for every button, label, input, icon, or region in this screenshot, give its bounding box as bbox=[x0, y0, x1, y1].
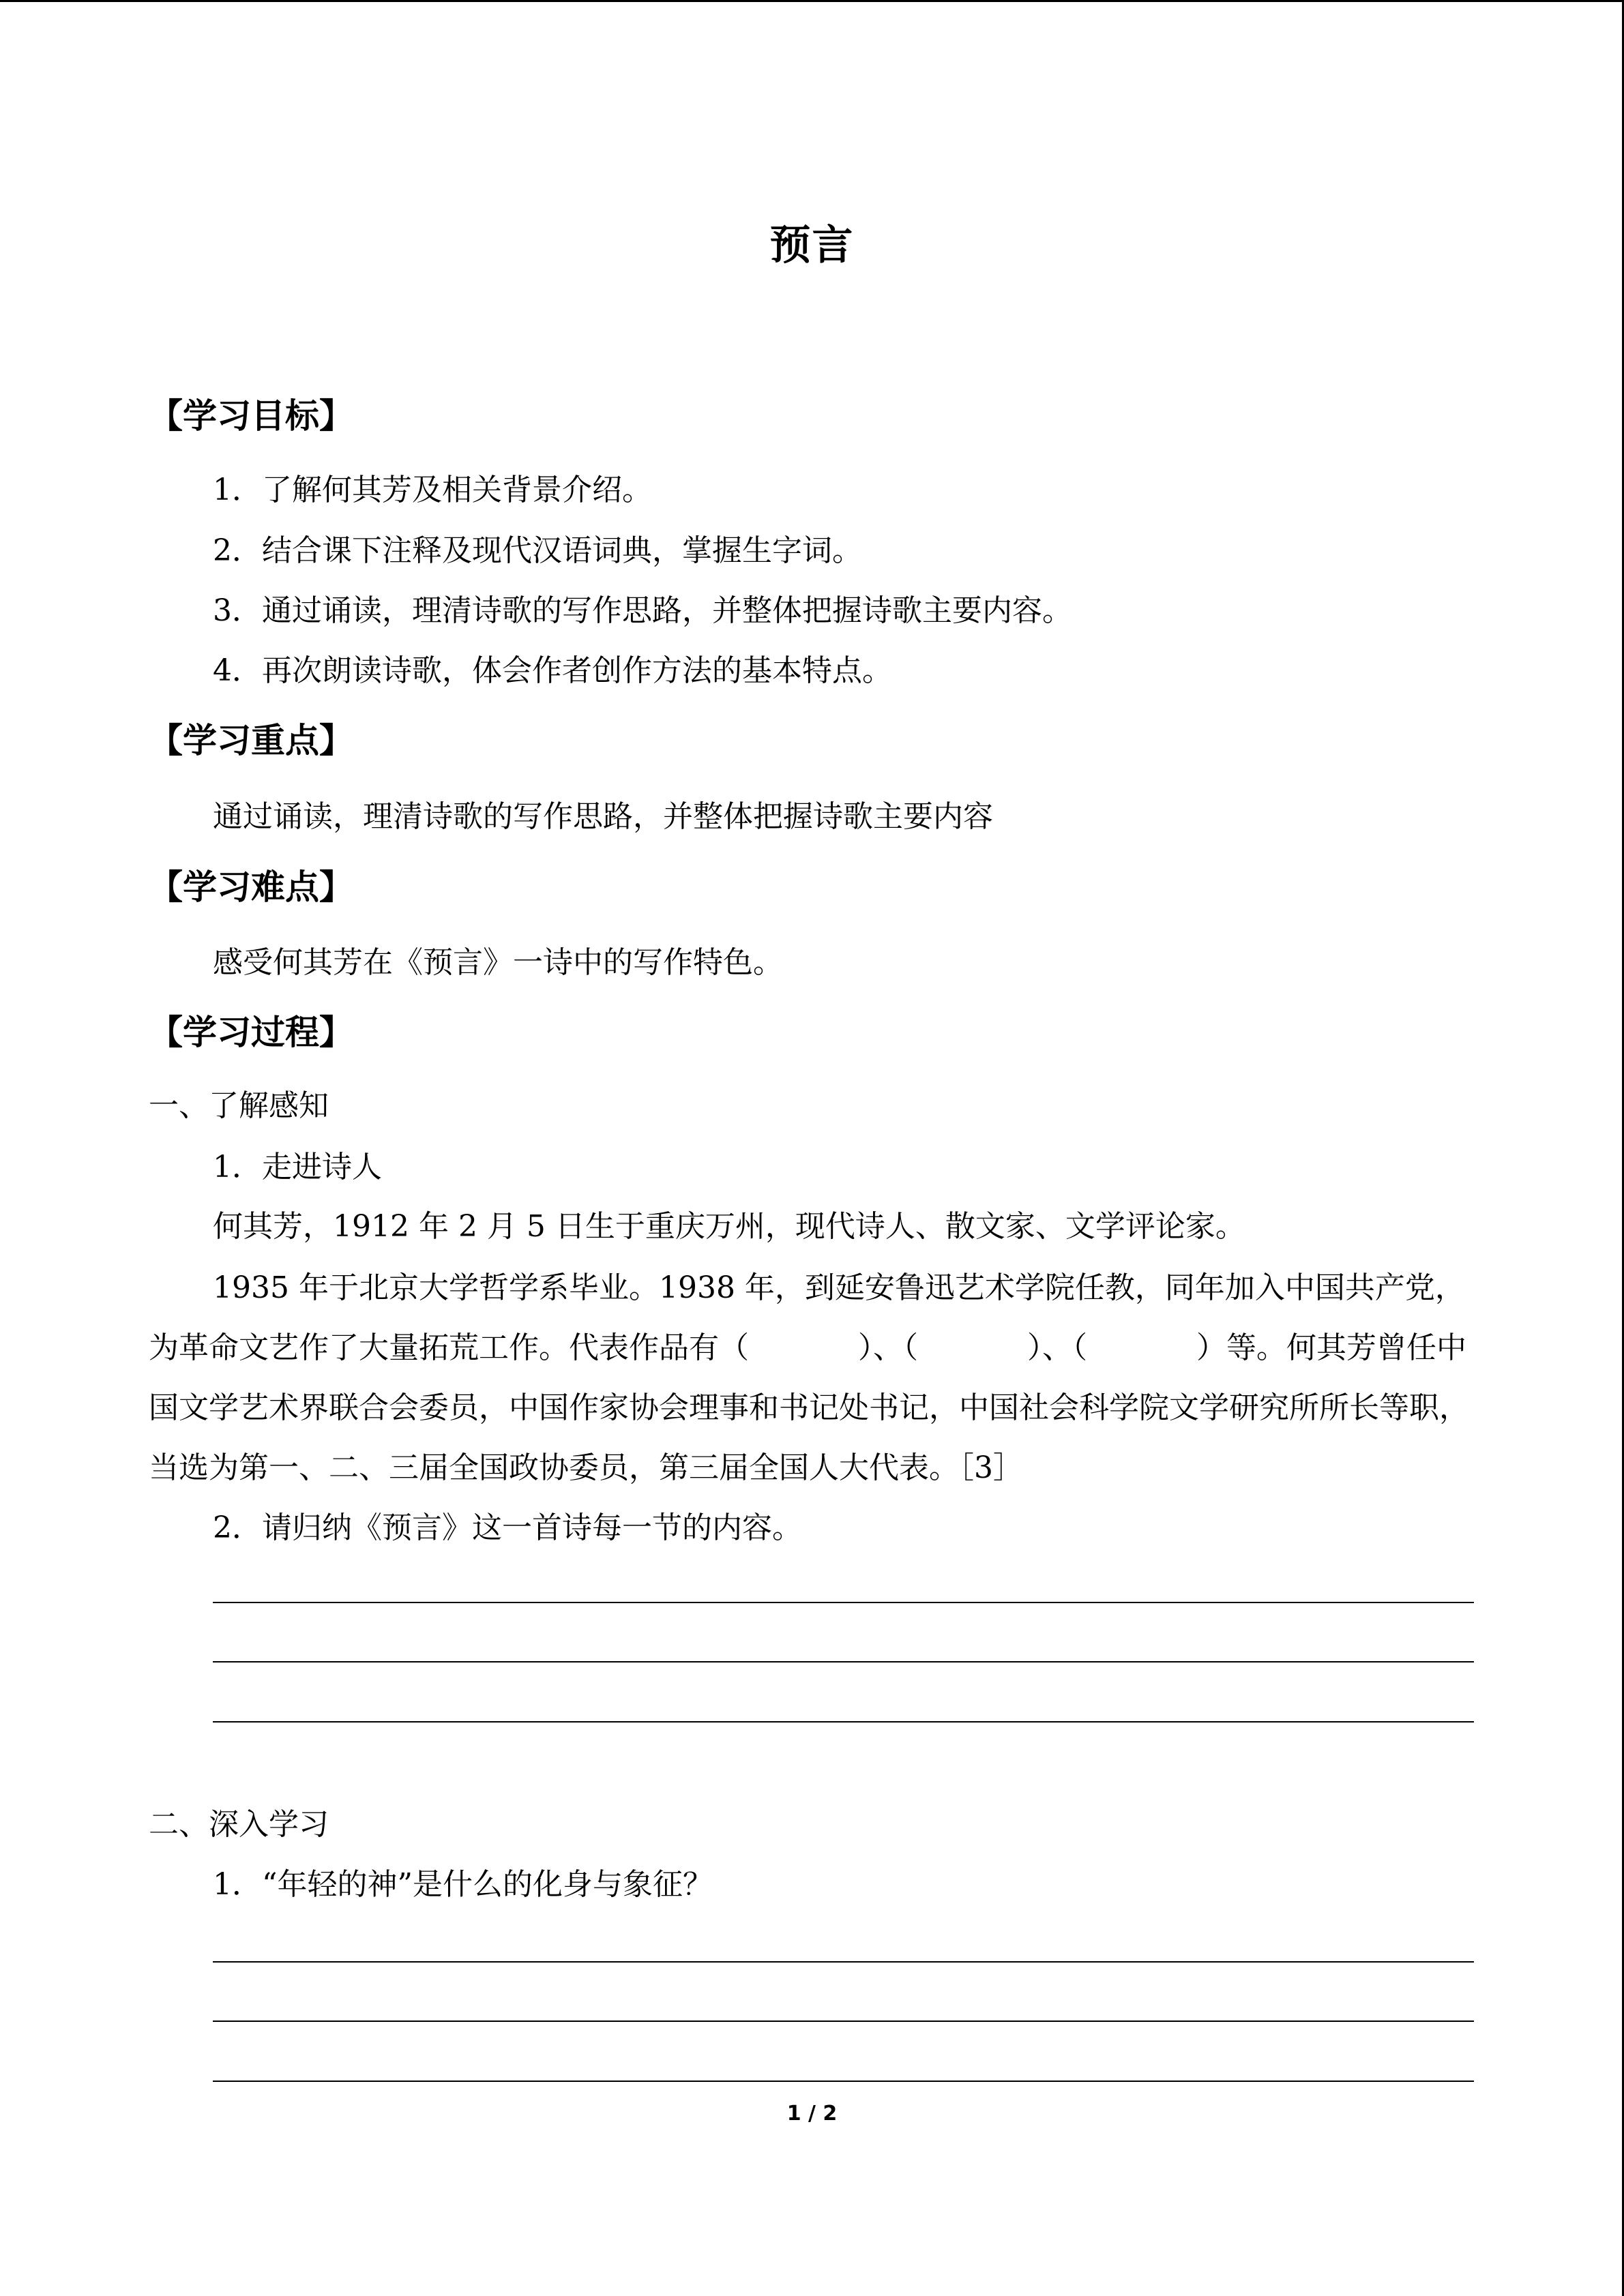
part2-heading: 二、深入学习 bbox=[149, 1807, 329, 1842]
bio-text-b: ）等。何其芳曾任中国文学艺术界联合会委员，中国作家协会理事和书记处书记，中国社会科学院文学研究所所长等职，当选为第一、二、三届全国政协委员，第三届全国人大代表。［3］ bbox=[149, 1330, 1469, 1485]
bio-sep1: ）、（ bbox=[858, 1330, 918, 1365]
goal-item: 3．通过诵读，理清诗歌的写作思路，并整体把握诗歌主要内容。 bbox=[213, 593, 1072, 628]
part1-item2: 2．请归纳《预言》这一首诗每一节的内容。 bbox=[213, 1510, 802, 1545]
part2-item1: 1．“年轻的神”是什么的化身与象征？ bbox=[213, 1867, 713, 1902]
difficulty-text: 感受何其芳在《预言》一诗中的写作特色。 bbox=[213, 945, 783, 980]
answer-line[interactable] bbox=[213, 1602, 1474, 1603]
answer-line[interactable] bbox=[213, 2081, 1474, 2082]
answer-line[interactable] bbox=[213, 2021, 1474, 2022]
process-heading: 【学习过程】 bbox=[149, 1013, 353, 1052]
focus-text: 通过诵读，理清诗歌的写作思路，并整体把握诗歌主要内容 bbox=[213, 799, 993, 834]
bio-text-a: 1935 年于北京大学哲学系毕业。1938 年，到延安鲁迅艺术学院任教，同年加入中国共产党，为革命文艺作了大量拓荒工作。代表作品有（ bbox=[149, 1270, 1465, 1365]
difficulty-heading: 【学习难点】 bbox=[149, 867, 353, 907]
focus-heading: 【学习重点】 bbox=[149, 721, 353, 760]
part1-heading: 一、了解感知 bbox=[149, 1088, 329, 1123]
page-number: 1 / 2 bbox=[786, 2102, 838, 2126]
page-title: 预言 bbox=[769, 222, 855, 269]
goal-item: 2．结合课下注释及现代汉语词典，掌握生字词。 bbox=[213, 533, 862, 568]
answer-line[interactable] bbox=[213, 1961, 1474, 1963]
part1-item1: 1．走进诗人 bbox=[213, 1150, 382, 1184]
bio-sep2: ）、（ bbox=[1027, 1330, 1087, 1365]
goals-heading: 【学习目标】 bbox=[149, 396, 353, 436]
goal-item: 4．再次朗读诗歌，体会作者创作方法的基本特点。 bbox=[213, 653, 892, 688]
answer-line[interactable] bbox=[213, 1661, 1474, 1663]
answer-line[interactable] bbox=[213, 1721, 1474, 1723]
goal-item: 1．了解何其芳及相关背景介绍。 bbox=[213, 473, 652, 507]
bio-paragraph bbox=[149, 1258, 1476, 1498]
page-border-top bbox=[0, 0, 1624, 2]
bio-line: 何其芳，1912 年 2 月 5 日生于重庆万州，现代诗人、散文家、文学评论家。 bbox=[213, 1209, 1245, 1244]
